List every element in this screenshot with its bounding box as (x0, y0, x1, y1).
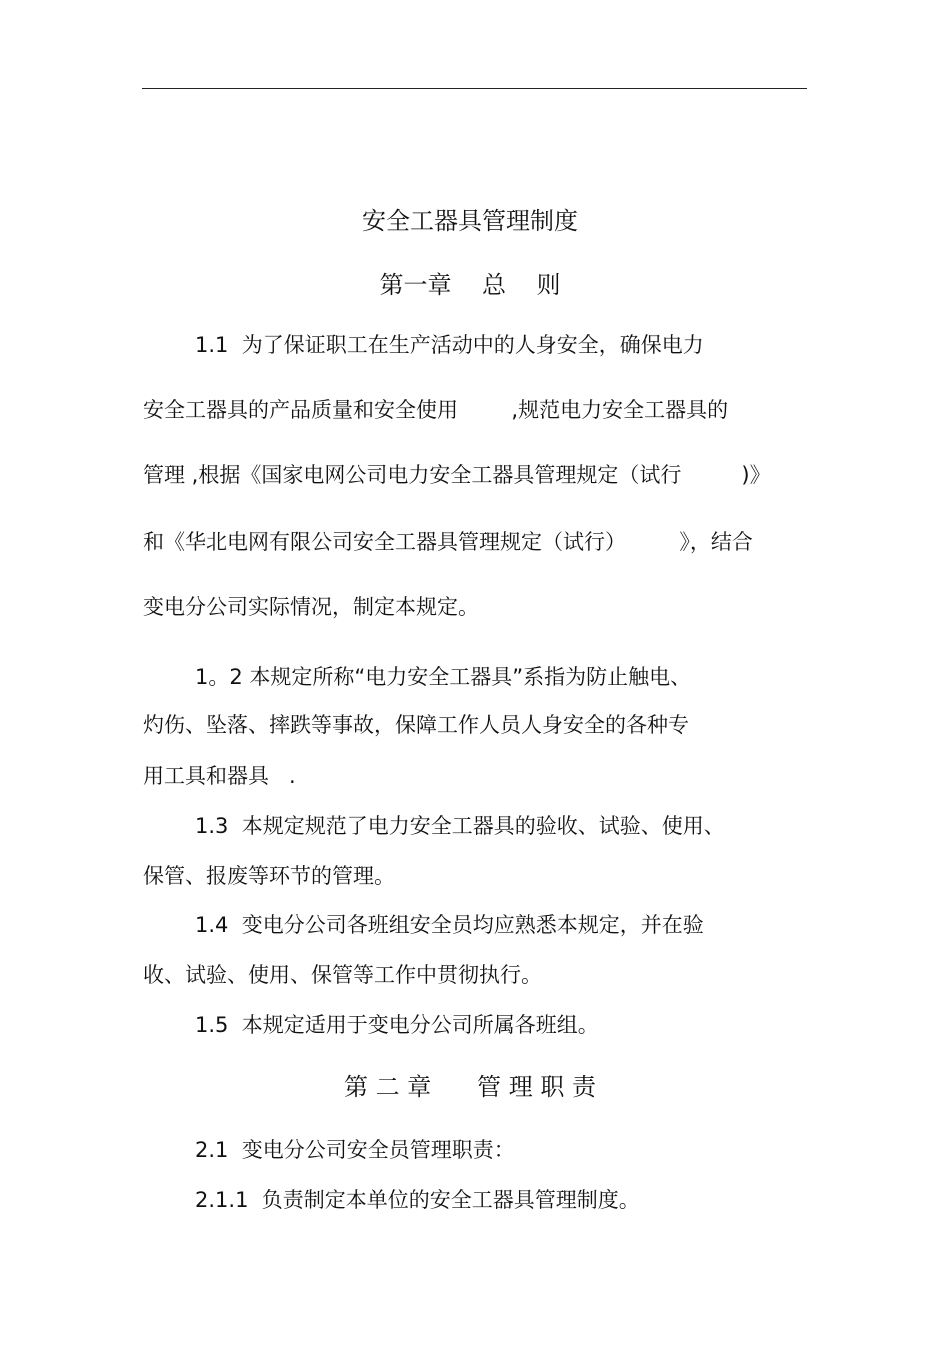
document-title: 安全工器具管理制度 (362, 207, 578, 235)
paragraph-1-3-line: 保管、报废等环节的管理。 (143, 864, 395, 888)
chapter-2-heading: 第 二 章 管 理 职 责 (344, 1073, 596, 1101)
paragraph-1-1-line: 安全工器具的产品质量和安全使用 ,规范电力安全工器具的 (143, 398, 729, 422)
paragraph-2-1-1: 2.1.1 负责制定本单位的安全工器具管理制度。 (195, 1188, 640, 1212)
paragraph-1-1-line: 管理 ,根据《国家电网公司电力安全工器具管理规定（试行 )》 (143, 463, 771, 487)
paragraph-2-1: 2.1 变电分公司安全员管理职责： (195, 1138, 515, 1162)
paragraph-1-2-line: 灼伤、坠落、摔跌等事故，保障工作人员人身安全的各种专 (143, 713, 689, 737)
paragraph-1-2-line: 用工具和器具 . (143, 764, 296, 788)
paragraph-1-3-line: 1.3 本规定规范了电力安全工器具的验收、试验、使用、 (195, 814, 725, 838)
paragraph-1-1-line: 变电分公司实际情况，制定本规定。 (143, 595, 479, 619)
header-rule (142, 88, 807, 89)
paragraph-1-4-line: 收、试验、使用、保管等工作中贯彻执行。 (143, 963, 542, 987)
chapter-1-heading: 第一章 总 则 (379, 271, 561, 299)
paragraph-1-5: 1.5 本规定适用于变电分公司所属各班组。 (195, 1013, 599, 1037)
paragraph-1-1-line: 1.1 为了保证职工在生产活动中的人身安全，确保电力 (195, 333, 704, 357)
paragraph-1-1-line: 和《华北电网有限公司安全工器具管理规定（试行） 》，结合 (143, 530, 753, 554)
paragraph-1-2-line: 1。2 本规定所称“电力安全工器具”系指为防止触电、 (195, 665, 692, 689)
paragraph-1-4-line: 1.4 变电分公司各班组安全员均应熟悉本规定，并在验 (195, 913, 704, 937)
